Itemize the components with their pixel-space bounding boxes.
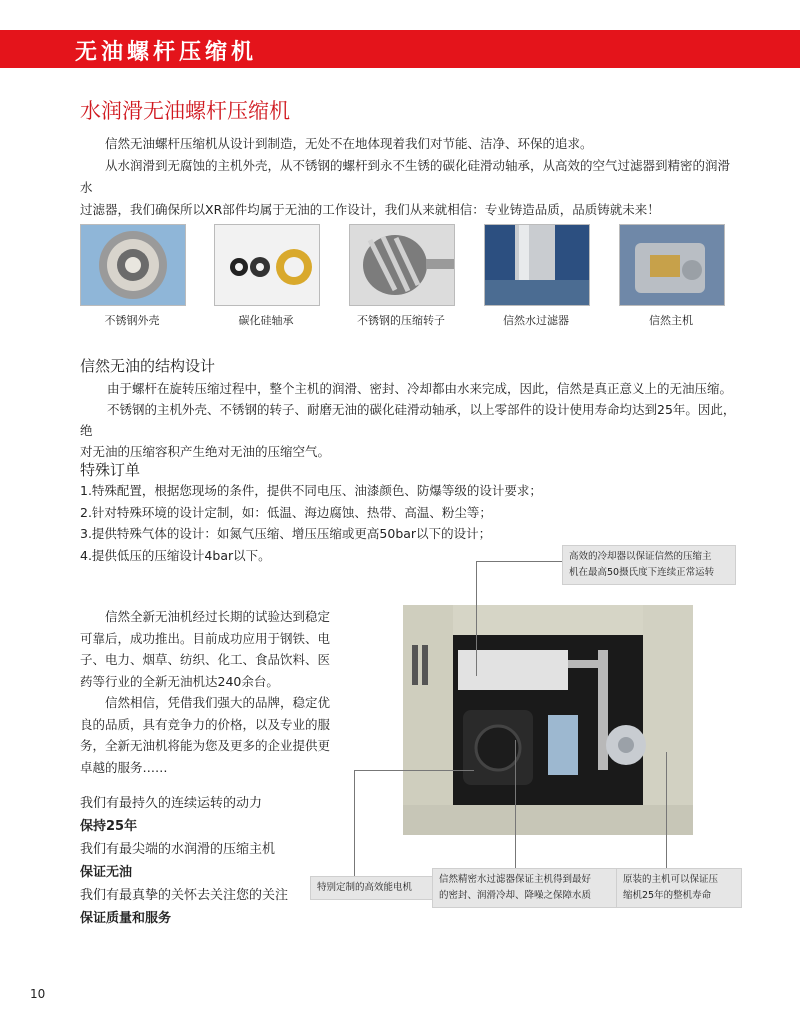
- intro-text: [80, 133, 740, 221]
- structure-title: 信然无油的结构设计: [80, 357, 216, 375]
- body-line-6: 良的品质，具有竞争力的价格，以及专业的服: [80, 716, 331, 732]
- cooler-callout-line-2: 机在最高50摄氏度下连续正常运转: [569, 567, 715, 578]
- body-line-1: 信然全新无油机经过长期的试验达到稳定: [105, 609, 331, 624]
- water-filter-photo: [484, 224, 590, 306]
- special-item-2: 2.针对特殊环境的设计定制，如：低温、海边腐蚀、热带、高温、粉尘等；: [80, 504, 492, 520]
- motor-leader-line-h: [354, 770, 474, 771]
- filter-leader-line: [515, 740, 516, 868]
- body-line-2: 可靠后，成功推出。目前成功应用于钢铁、电: [80, 630, 331, 646]
- body-line-8: 卓越的服务……: [80, 759, 168, 775]
- section-title: 水润滑无油螺杆压缩机: [80, 99, 290, 123]
- slogan-4: 保证无油: [80, 865, 133, 880]
- structure-text: [80, 378, 744, 462]
- body-line-7: 务，全新无油机将能为您及更多的企业提供更: [80, 738, 331, 753]
- structure-line-2: 不锈钢的主机外壳、不锈钢的转子、耐磨无油的碳化硅滑动轴承，以上零部件的设计使用寿命均达到25年。因此，绝: [80, 402, 736, 438]
- photo-caption-3: 不锈钢的压缩转子: [357, 314, 445, 327]
- body-text: [80, 606, 355, 778]
- rotor-photo: [349, 224, 455, 306]
- sic-bearing-photo: [214, 224, 320, 306]
- host-leader-line: [666, 752, 667, 868]
- body-line-5: 信然相信，凭借我们强大的品牌，稳定优: [105, 695, 331, 710]
- body-line-3: 子、电力、烟草、纺织、化工、食品饮料、医: [80, 652, 331, 667]
- intro-line-3: 过滤器，我们确保所以XR部件均属于无油的工作设计，我们从来就相信：专业铸造品质，品质铸就未来！: [80, 202, 660, 217]
- filter-callout: [432, 868, 618, 908]
- slogan-2: 保持25年: [80, 819, 138, 834]
- structure-line-3: 对无油的压缩容积产生绝对无油的压缩空气。: [80, 444, 331, 459]
- photo-caption-5: 信然主机: [649, 314, 693, 327]
- filter-callout-line-1: 信然精密水过滤器保证主机得到最好: [439, 874, 592, 885]
- structure-line-1: 由于螺杆在旋转压缩过程中，整个主机的润滑、密封、冷却都由水来完成，因此，信然是真正意义上的无油压缩。: [107, 381, 733, 396]
- filter-callout-line-2: 的密封、润滑冷却、降噪之保障水质: [439, 890, 592, 901]
- slogan-3: 我们有最尖端的水润滑的压缩主机: [80, 842, 276, 857]
- slogan-6: 保证质量和服务: [80, 911, 172, 926]
- page-number: 10: [30, 987, 46, 1001]
- slogan-5: 我们有最真挚的关怀去关注您的关注: [80, 888, 289, 903]
- host-callout-line-1: 原装的主机可以保证压: [623, 874, 719, 885]
- special-title: 特殊订单: [80, 461, 141, 479]
- photo-caption-2: 碳化硅轴承: [238, 314, 294, 327]
- special-item-1: 1.特殊配置，根据您现场的条件，提供不同电压、油漆颜色、防爆等级的设计要求；: [80, 483, 542, 498]
- slogan-list: [80, 792, 380, 930]
- special-item-4: 4.提供低压的压缩设计4bar以下。: [80, 547, 271, 563]
- intro-line-1: 信然无油螺杆压缩机从设计到制造，无处不在地体现着我们对节能、洁净、环保的追求。: [105, 136, 593, 151]
- special-item-3: 3.提供特殊气体的设计：如氮气压缩、增压压缩或更高50bar以下的设计；: [80, 526, 492, 541]
- stainless-housing-photo: [80, 224, 186, 306]
- cooler-callout: [562, 545, 736, 585]
- intro-line-2: 从水润滑到无腐蚀的主机外壳，从不锈钢的螺杆到永不生锈的碳化硅滑动轴承，从高效的空气过滤器到精密的润滑水: [80, 158, 731, 195]
- cooler-leader-line-h: [476, 561, 562, 562]
- cooler-callout-line-1: 高效的冷却器以保证信然的压缩主: [569, 551, 712, 562]
- photo-caption-4: 信然水过滤器: [503, 314, 569, 327]
- photo-caption-1: 不锈钢外壳: [104, 314, 160, 327]
- host-callout: [616, 868, 742, 908]
- slogan-1: 我们有最持久的连续运转的动力: [80, 796, 263, 811]
- band-title: 无油螺杆压缩机: [75, 39, 258, 65]
- compressor-machine-image: [398, 600, 698, 849]
- header-band: [0, 30, 800, 68]
- host-callout-line-2: 缩机25年的整机寿命: [623, 890, 712, 901]
- motor-callout-text: 特别定制的高效能电机: [317, 882, 413, 893]
- component-photo-strip: [80, 224, 740, 334]
- body-line-4: 药等行业的全新无油机达240余台。: [80, 673, 279, 689]
- cooler-leader-line: [476, 561, 477, 676]
- main-unit-photo: [619, 224, 725, 306]
